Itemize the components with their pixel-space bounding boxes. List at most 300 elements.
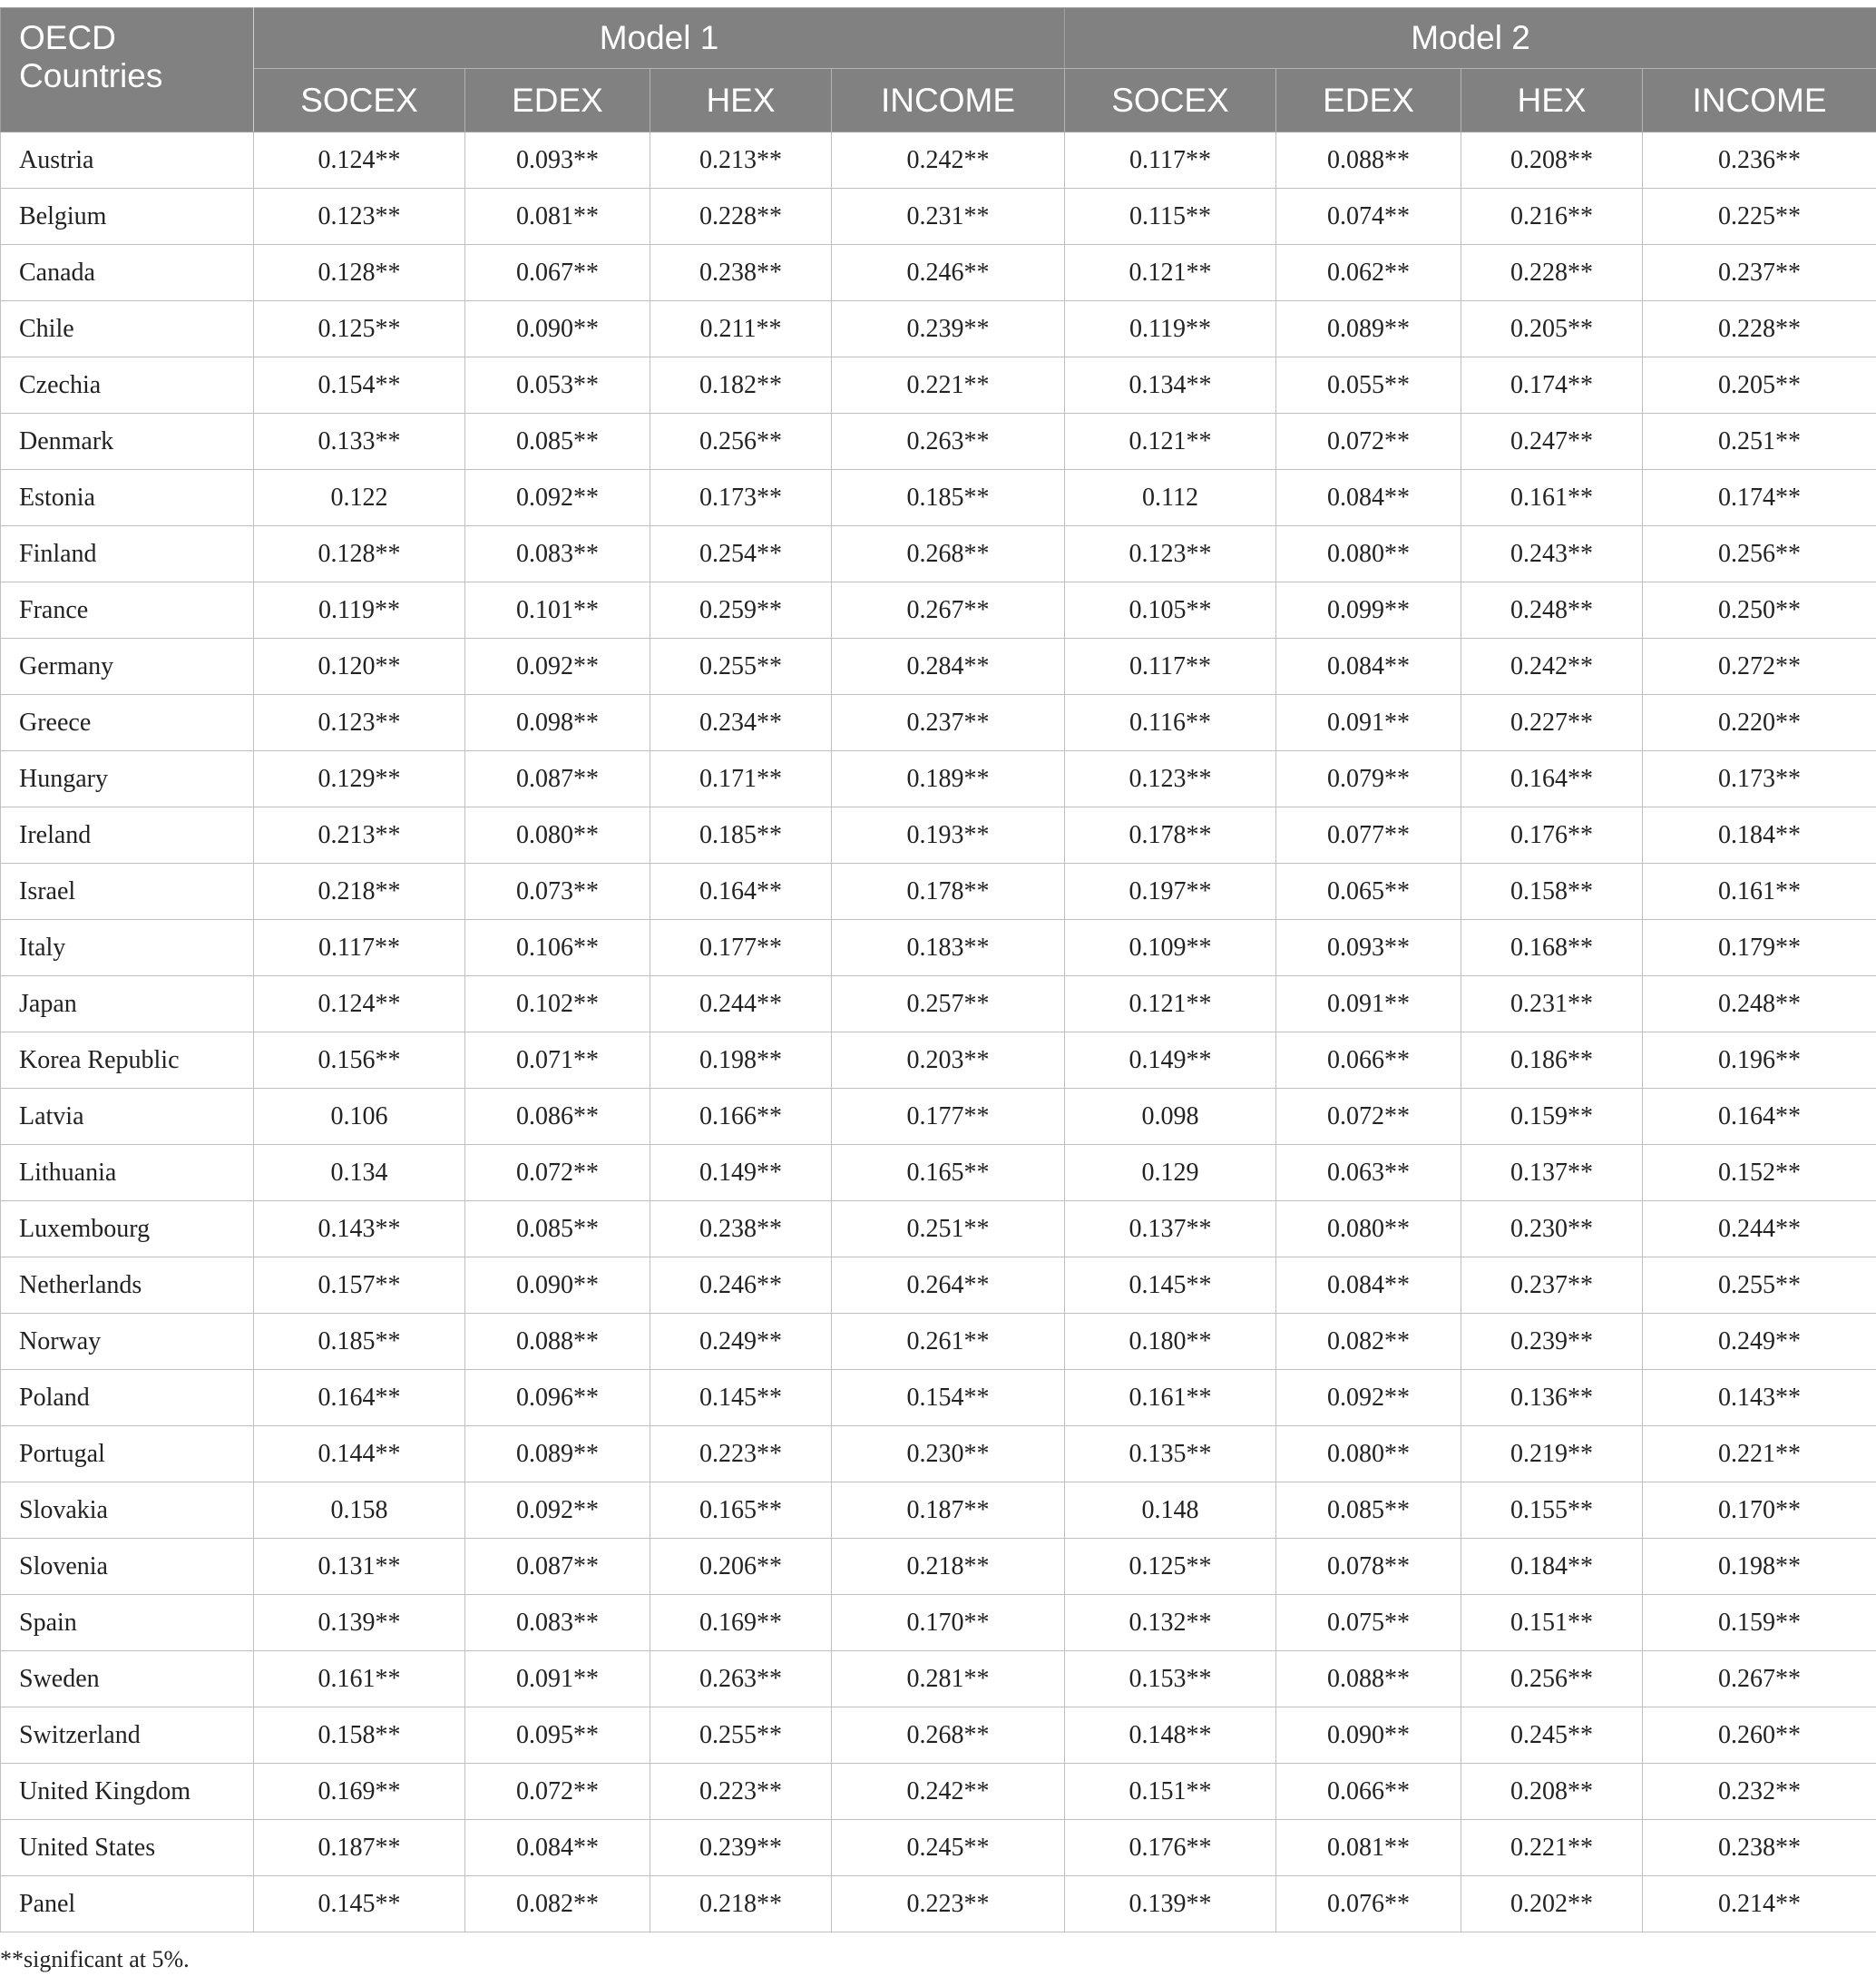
country-cell: Czechia [1,357,254,414]
value-cell: 0.117** [254,920,465,976]
value-cell: 0.230** [1461,1201,1643,1257]
value-cell: 0.066** [1276,1764,1461,1820]
value-cell: 0.078** [1276,1539,1461,1595]
value-cell: 0.205** [1461,301,1643,357]
value-cell: 0.198** [1643,1539,1876,1595]
table-row [1,470,1876,526]
value-cell: 0.223** [650,1764,832,1820]
value-cell: 0.133** [254,414,465,470]
value-cell: 0.085** [465,1201,650,1257]
value-cell: 0.081** [465,189,650,245]
value-cell: 0.267** [832,582,1065,639]
value-cell: 0.085** [465,414,650,470]
value-cell: 0.179** [1643,920,1876,976]
value-cell: 0.164** [1461,751,1643,807]
value-cell: 0.182** [650,357,832,414]
value-cell: 0.120** [254,639,465,695]
value-cell: 0.238** [650,1201,832,1257]
value-cell: 0.088** [1276,132,1461,189]
value-cell: 0.237** [1643,245,1876,301]
value-cell: 0.139** [254,1595,465,1651]
country-cell: Lithuania [1,1145,254,1201]
value-cell: 0.169** [650,1595,832,1651]
value-cell: 0.149** [650,1145,832,1201]
value-cell: 0.093** [465,132,650,189]
value-cell: 0.186** [1461,1032,1643,1089]
header-model2-socex: SOCEX [1065,69,1276,132]
value-cell: 0.128** [254,245,465,301]
value-cell: 0.187** [832,1482,1065,1539]
table-row [1,639,1876,695]
value-cell: 0.083** [465,526,650,582]
value-cell: 0.123** [1065,751,1276,807]
value-cell: 0.237** [832,695,1065,751]
value-cell: 0.239** [650,1820,832,1876]
value-cell: 0.091** [465,1651,650,1707]
table-row [1,189,1876,245]
value-cell: 0.129** [254,751,465,807]
value-cell: 0.225** [1643,189,1876,245]
country-cell: Germany [1,639,254,695]
table-row [1,245,1876,301]
value-cell: 0.080** [465,807,650,864]
value-cell: 0.189** [832,751,1065,807]
value-cell: 0.071** [465,1032,650,1089]
value-cell: 0.177** [650,920,832,976]
value-cell: 0.248** [1643,976,1876,1032]
country-cell: France [1,582,254,639]
value-cell: 0.165** [832,1145,1065,1201]
value-cell: 0.170** [1643,1482,1876,1539]
country-cell: Denmark [1,414,254,470]
value-cell: 0.159** [1461,1089,1643,1145]
country-cell: Slovenia [1,1539,254,1595]
value-cell: 0.129 [1065,1145,1276,1201]
table-row [1,301,1876,357]
country-cell: United Kingdom [1,1764,254,1820]
table-row [1,1482,1876,1539]
value-cell: 0.264** [832,1257,1065,1314]
table-body [1,132,1876,1932]
value-cell: 0.116** [1065,695,1276,751]
value-cell: 0.084** [1276,639,1461,695]
value-cell: 0.124** [254,132,465,189]
value-cell: 0.208** [1461,1764,1643,1820]
value-cell: 0.216** [1461,189,1643,245]
value-cell: 0.234** [650,695,832,751]
value-cell: 0.198** [650,1032,832,1089]
value-cell: 0.254** [650,526,832,582]
value-cell: 0.184** [1461,1539,1643,1595]
value-cell: 0.083** [465,1595,650,1651]
value-cell: 0.131** [254,1539,465,1595]
value-cell: 0.185** [254,1314,465,1370]
value-cell: 0.177** [832,1089,1065,1145]
value-cell: 0.090** [465,1257,650,1314]
value-cell: 0.148** [1065,1707,1276,1764]
value-cell: 0.092** [1276,1370,1461,1426]
value-cell: 0.082** [1276,1314,1461,1370]
value-cell: 0.132** [1065,1595,1276,1651]
value-cell: 0.161** [254,1651,465,1707]
results-table-container [0,7,1876,1932]
value-cell: 0.085** [1276,1482,1461,1539]
country-cell: Finland [1,526,254,582]
value-cell: 0.072** [465,1145,650,1201]
value-cell: 0.119** [254,582,465,639]
table-row [1,132,1876,189]
table-row [1,1707,1876,1764]
value-cell: 0.066** [1276,1032,1461,1089]
value-cell: 0.193** [832,807,1065,864]
value-cell: 0.161** [1461,470,1643,526]
value-cell: 0.205** [1643,357,1876,414]
value-cell: 0.121** [1065,245,1276,301]
country-cell: Slovakia [1,1482,254,1539]
value-cell: 0.272** [1643,639,1876,695]
country-cell: Japan [1,976,254,1032]
value-cell: 0.112 [1065,470,1276,526]
table-row [1,864,1876,920]
value-cell: 0.185** [650,807,832,864]
value-cell: 0.237** [1461,1257,1643,1314]
value-cell: 0.098** [465,695,650,751]
value-cell: 0.284** [832,639,1065,695]
value-cell: 0.092** [465,639,650,695]
table-row [1,526,1876,582]
header-oecd-countries: OECD Countries [1,8,254,132]
value-cell: 0.263** [832,414,1065,470]
value-cell: 0.156** [254,1032,465,1089]
value-cell: 0.164** [254,1370,465,1426]
value-cell: 0.137** [1065,1201,1276,1257]
value-cell: 0.139** [1065,1876,1276,1932]
value-cell: 0.268** [832,1707,1065,1764]
header-model1-hex: HEX [650,69,832,132]
value-cell: 0.250** [1643,582,1876,639]
table-row [1,1145,1876,1201]
value-cell: 0.178** [832,864,1065,920]
table-row [1,1764,1876,1820]
table-row [1,1032,1876,1089]
value-cell: 0.255** [650,639,832,695]
value-cell: 0.067** [465,245,650,301]
value-cell: 0.099** [1276,582,1461,639]
value-cell: 0.145** [650,1370,832,1426]
value-cell: 0.228** [1461,245,1643,301]
value-cell: 0.232** [1643,1764,1876,1820]
value-cell: 0.063** [1276,1145,1461,1201]
value-cell: 0.184** [1643,807,1876,864]
value-cell: 0.206** [650,1539,832,1595]
value-cell: 0.249** [650,1314,832,1370]
value-cell: 0.244** [650,976,832,1032]
value-cell: 0.176** [1065,1820,1276,1876]
value-cell: 0.090** [1276,1707,1461,1764]
value-cell: 0.062** [1276,245,1461,301]
value-cell: 0.123** [254,189,465,245]
table-row [1,1257,1876,1314]
table-row [1,357,1876,414]
table-row [1,1089,1876,1145]
value-cell: 0.174** [1461,357,1643,414]
value-cell: 0.263** [650,1651,832,1707]
country-cell: Switzerland [1,1707,254,1764]
header-model1-edex: EDEX [465,69,650,132]
value-cell: 0.143** [254,1201,465,1257]
country-cell: Spain [1,1595,254,1651]
value-cell: 0.091** [1276,695,1461,751]
value-cell: 0.213** [254,807,465,864]
value-cell: 0.246** [832,245,1065,301]
value-cell: 0.134 [254,1145,465,1201]
value-cell: 0.155** [1461,1482,1643,1539]
value-cell: 0.256** [1461,1651,1643,1707]
table-row [1,582,1876,639]
value-cell: 0.176** [1461,807,1643,864]
value-cell: 0.121** [1065,414,1276,470]
value-cell: 0.075** [1276,1595,1461,1651]
country-cell: Austria [1,132,254,189]
header-model2-hex: HEX [1461,69,1643,132]
value-cell: 0.089** [465,1426,650,1482]
value-cell: 0.203** [832,1032,1065,1089]
value-cell: 0.091** [1276,976,1461,1032]
value-cell: 0.072** [1276,414,1461,470]
country-cell: Poland [1,1370,254,1426]
value-cell: 0.239** [832,301,1065,357]
results-table [0,7,1876,1932]
value-cell: 0.218** [832,1539,1065,1595]
value-cell: 0.121** [1065,976,1276,1032]
table-row [1,751,1876,807]
value-cell: 0.152** [1643,1145,1876,1201]
country-cell: Portugal [1,1426,254,1482]
value-cell: 0.196** [1643,1032,1876,1089]
value-cell: 0.157** [254,1257,465,1314]
value-cell: 0.242** [832,132,1065,189]
value-cell: 0.245** [1461,1707,1643,1764]
value-cell: 0.124** [254,976,465,1032]
country-cell: Sweden [1,1651,254,1707]
value-cell: 0.164** [1643,1089,1876,1145]
value-cell: 0.174** [1643,470,1876,526]
value-cell: 0.168** [1461,920,1643,976]
value-cell: 0.102** [465,976,650,1032]
value-cell: 0.084** [1276,1257,1461,1314]
value-cell: 0.197** [1065,864,1276,920]
value-cell: 0.242** [1461,639,1643,695]
value-cell: 0.080** [1276,526,1461,582]
value-cell: 0.095** [465,1707,650,1764]
value-cell: 0.221** [1461,1820,1643,1876]
table-header [1,8,1876,132]
country-cell: Latvia [1,1089,254,1145]
value-cell: 0.065** [1276,864,1461,920]
value-cell: 0.247** [1461,414,1643,470]
value-cell: 0.119** [1065,301,1276,357]
value-cell: 0.073** [465,864,650,920]
country-cell: Chile [1,301,254,357]
value-cell: 0.136** [1461,1370,1643,1426]
header-model1-socex: SOCEX [254,69,465,132]
value-cell: 0.255** [650,1707,832,1764]
value-cell: 0.105** [1065,582,1276,639]
value-cell: 0.088** [1276,1651,1461,1707]
value-cell: 0.145** [254,1876,465,1932]
value-cell: 0.151** [1065,1764,1276,1820]
value-cell: 0.213** [650,132,832,189]
value-cell: 0.228** [1643,301,1876,357]
country-cell: Italy [1,920,254,976]
value-cell: 0.159** [1643,1595,1876,1651]
value-cell: 0.128** [254,526,465,582]
value-cell: 0.096** [465,1370,650,1426]
value-cell: 0.221** [832,357,1065,414]
value-cell: 0.223** [650,1426,832,1482]
value-cell: 0.134** [1065,357,1276,414]
value-cell: 0.153** [1065,1651,1276,1707]
value-cell: 0.171** [650,751,832,807]
value-cell: 0.214** [1643,1876,1876,1932]
value-cell: 0.249** [1643,1314,1876,1370]
value-cell: 0.218** [650,1876,832,1932]
footnote: **significant at 5%. [0,1946,190,1972]
table-row [1,1314,1876,1370]
value-cell: 0.149** [1065,1032,1276,1089]
value-cell: 0.173** [1643,751,1876,807]
country-cell: Greece [1,695,254,751]
value-cell: 0.257** [832,976,1065,1032]
table-row [1,1820,1876,1876]
value-cell: 0.123** [254,695,465,751]
value-cell: 0.219** [1461,1426,1643,1482]
value-cell: 0.074** [1276,189,1461,245]
value-cell: 0.239** [1461,1314,1643,1370]
value-cell: 0.173** [650,470,832,526]
value-cell: 0.135** [1065,1426,1276,1482]
value-cell: 0.080** [1276,1201,1461,1257]
value-cell: 0.259** [650,582,832,639]
value-cell: 0.221** [1643,1426,1876,1482]
value-cell: 0.106 [254,1089,465,1145]
value-cell: 0.244** [1643,1201,1876,1257]
value-cell: 0.228** [650,189,832,245]
value-cell: 0.117** [1065,132,1276,189]
value-cell: 0.158** [1461,864,1643,920]
value-cell: 0.238** [1643,1820,1876,1876]
value-cell: 0.211** [650,301,832,357]
value-cell: 0.185** [832,470,1065,526]
country-cell: Panel [1,1876,254,1932]
value-cell: 0.256** [650,414,832,470]
value-cell: 0.090** [465,301,650,357]
value-cell: 0.245** [832,1820,1065,1876]
value-cell: 0.137** [1461,1145,1643,1201]
value-cell: 0.166** [650,1089,832,1145]
value-cell: 0.236** [1643,132,1876,189]
table-row [1,976,1876,1032]
value-cell: 0.231** [832,189,1065,245]
value-cell: 0.202** [1461,1876,1643,1932]
value-cell: 0.109** [1065,920,1276,976]
value-cell: 0.161** [1065,1370,1276,1426]
value-cell: 0.281** [832,1651,1065,1707]
value-cell: 0.158 [254,1482,465,1539]
country-cell: Israel [1,864,254,920]
value-cell: 0.164** [650,864,832,920]
value-cell: 0.144** [254,1426,465,1482]
table-row [1,414,1876,470]
value-cell: 0.084** [465,1820,650,1876]
value-cell: 0.158** [254,1707,465,1764]
value-cell: 0.260** [1643,1707,1876,1764]
value-cell: 0.123** [1065,526,1276,582]
value-cell: 0.117** [1065,639,1276,695]
value-cell: 0.223** [832,1876,1065,1932]
value-cell: 0.170** [832,1595,1065,1651]
value-cell: 0.080** [1276,1426,1461,1482]
value-cell: 0.251** [832,1201,1065,1257]
value-cell: 0.089** [1276,301,1461,357]
table-row [1,1201,1876,1257]
value-cell: 0.218** [254,864,465,920]
country-cell: United States [1,1820,254,1876]
value-cell: 0.180** [1065,1314,1276,1370]
value-cell: 0.248** [1461,582,1643,639]
header-model2-edex: EDEX [1276,69,1461,132]
value-cell: 0.093** [1276,920,1461,976]
table-row [1,1651,1876,1707]
value-cell: 0.268** [832,526,1065,582]
table-row [1,920,1876,976]
value-cell: 0.187** [254,1820,465,1876]
value-cell: 0.053** [465,357,650,414]
table-row [1,1595,1876,1651]
table-row [1,1426,1876,1482]
value-cell: 0.231** [1461,976,1643,1032]
value-cell: 0.246** [650,1257,832,1314]
country-cell: Hungary [1,751,254,807]
value-cell: 0.081** [1276,1820,1461,1876]
value-cell: 0.082** [465,1876,650,1932]
value-cell: 0.154** [832,1370,1065,1426]
country-cell: Netherlands [1,1257,254,1314]
header-model-1: Model 1 [254,8,1065,69]
value-cell: 0.101** [465,582,650,639]
value-cell: 0.143** [1643,1370,1876,1426]
country-cell: Canada [1,245,254,301]
value-cell: 0.084** [1276,470,1461,526]
value-cell: 0.165** [650,1482,832,1539]
value-cell: 0.267** [1643,1651,1876,1707]
value-cell: 0.230** [832,1426,1065,1482]
header-model-2: Model 2 [1065,8,1876,69]
country-cell: Norway [1,1314,254,1370]
value-cell: 0.145** [1065,1257,1276,1314]
value-cell: 0.122 [254,470,465,526]
country-cell: Estonia [1,470,254,526]
country-cell: Belgium [1,189,254,245]
table-row [1,695,1876,751]
value-cell: 0.087** [465,1539,650,1595]
value-cell: 0.161** [1643,864,1876,920]
header-model1-income: INCOME [832,69,1065,132]
value-cell: 0.151** [1461,1595,1643,1651]
value-cell: 0.169** [254,1764,465,1820]
table-row [1,807,1876,864]
value-cell: 0.178** [1065,807,1276,864]
